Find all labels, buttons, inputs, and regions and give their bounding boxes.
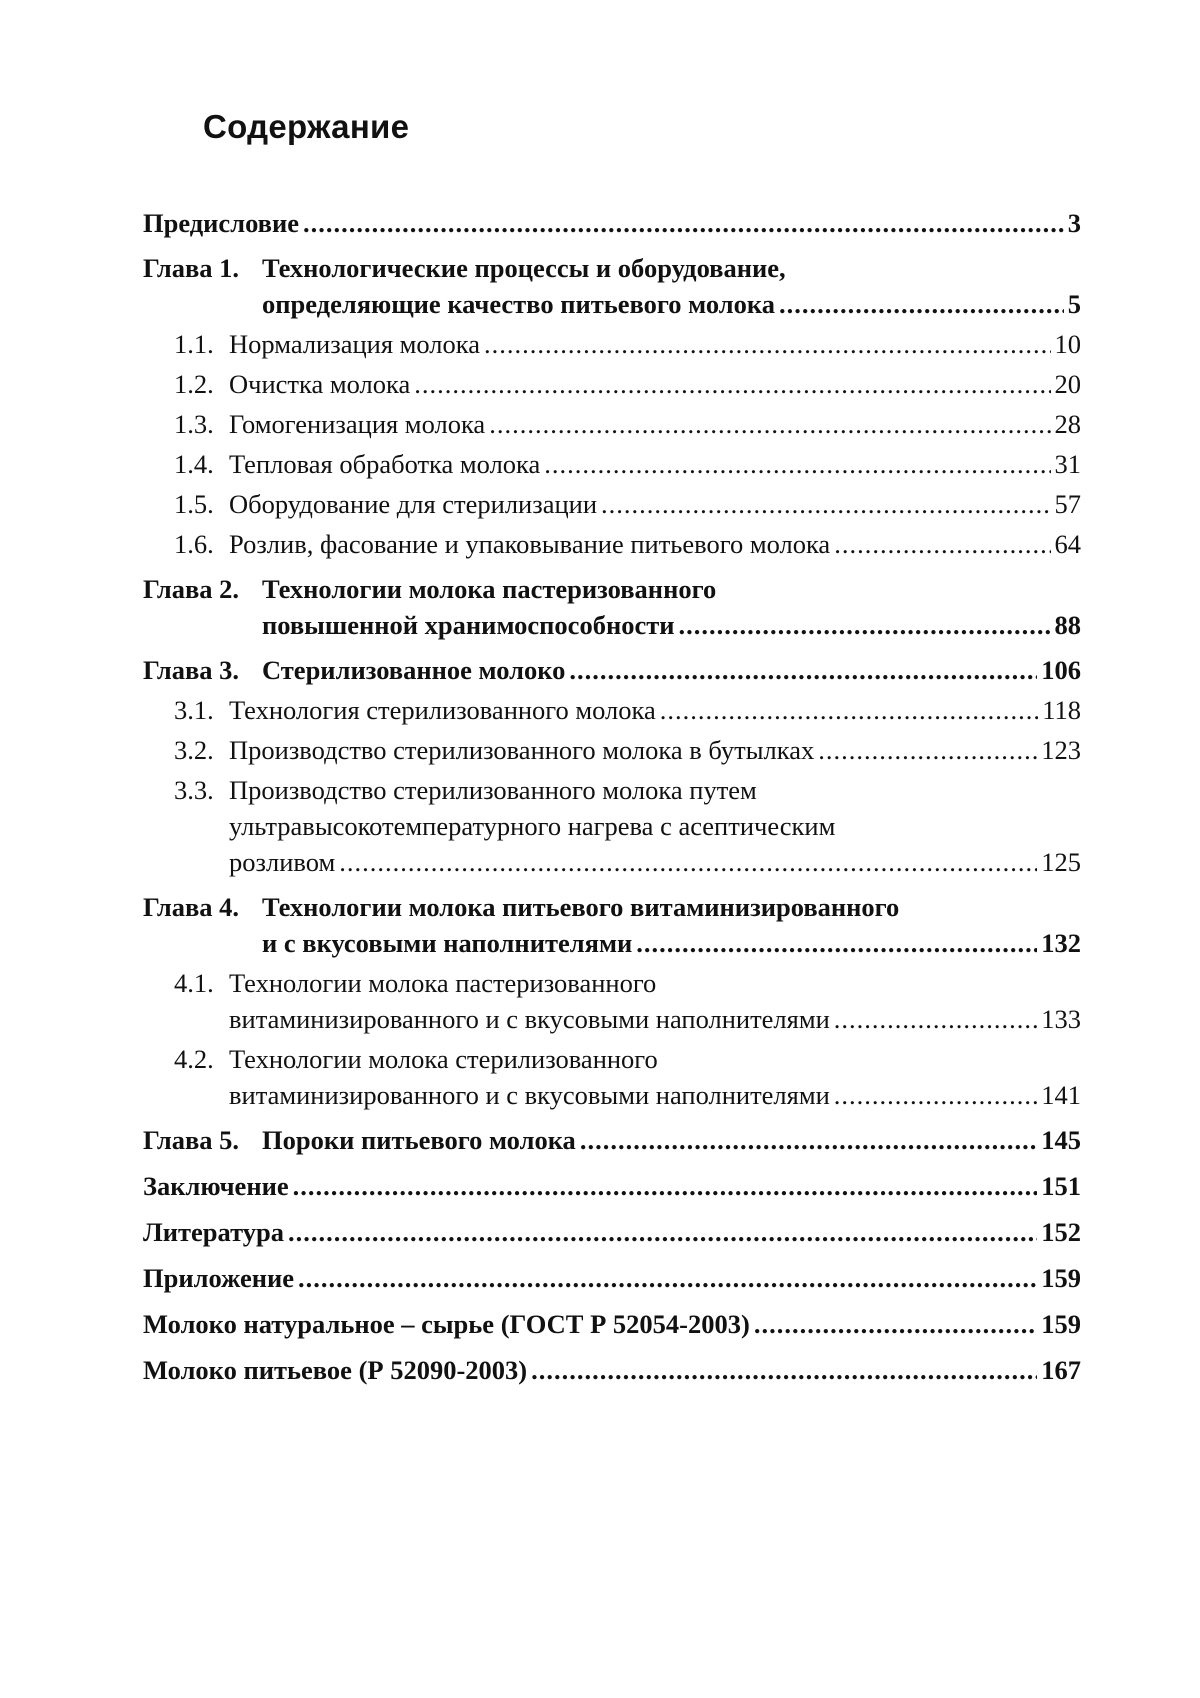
toc-page-number: 31 xyxy=(1054,449,1081,479)
toc-line xyxy=(143,250,1081,286)
toc-entry xyxy=(143,965,1081,1037)
toc-line xyxy=(143,652,1081,688)
toc-line xyxy=(174,326,1081,362)
toc-entry-title: Производство стерилизованного молока путем xyxy=(229,775,757,805)
toc-page-number: 123 xyxy=(1041,735,1081,765)
toc-entry xyxy=(143,889,1081,961)
toc-page-number: 3 xyxy=(1067,208,1081,238)
toc-entry-title: Технологии молока пастеризованного xyxy=(229,968,657,998)
toc-line xyxy=(174,1077,1081,1113)
toc-page-number: 145 xyxy=(1041,1125,1081,1155)
toc-entry xyxy=(143,205,1081,241)
toc-entry-number: 1.5. xyxy=(174,489,214,519)
toc-entry-title: ультравысокотемпературного нагрева с асептическим xyxy=(229,811,836,841)
toc-entry-number: 4.2. xyxy=(174,1044,214,1074)
dot-leader xyxy=(834,1077,1037,1113)
toc-line xyxy=(174,526,1081,562)
toc-entry xyxy=(143,486,1081,522)
dot-leader xyxy=(489,406,1050,442)
toc-entry-title: Технология стерилизованного молока xyxy=(229,695,656,725)
toc-entry-number: 3.3. xyxy=(174,775,214,805)
toc-entry-number: Глава 1. xyxy=(143,253,240,283)
toc-line xyxy=(174,844,1081,880)
toc-page-number: 64 xyxy=(1054,529,1081,559)
toc-page-number: 167 xyxy=(1041,1355,1081,1385)
toc-line xyxy=(174,732,1081,768)
toc-page-number: 141 xyxy=(1041,1080,1081,1110)
dot-leader xyxy=(569,652,1037,688)
dot-leader xyxy=(601,486,1051,522)
toc-entry-title: Тепловая обработка молока xyxy=(229,449,541,479)
toc-entry xyxy=(143,366,1081,402)
dot-leader xyxy=(298,1260,1037,1296)
dot-leader xyxy=(293,1168,1038,1204)
toc-line xyxy=(143,286,1081,322)
dot-leader xyxy=(339,844,1037,880)
toc-entry-number: 4.1. xyxy=(174,968,214,998)
toc-entry xyxy=(143,526,1081,562)
toc-entry xyxy=(143,732,1081,768)
dot-leader xyxy=(414,366,1050,402)
toc-line xyxy=(143,1122,1081,1158)
dot-leader xyxy=(834,526,1050,562)
toc-entry xyxy=(143,1122,1081,1158)
toc-entry-title: повышенной хранимоспособности xyxy=(262,610,675,640)
dot-leader xyxy=(834,1001,1037,1037)
toc-line xyxy=(174,808,1081,844)
toc-page-number: 152 xyxy=(1041,1217,1081,1247)
toc-line xyxy=(143,571,1081,607)
dot-leader xyxy=(660,692,1038,728)
toc-line xyxy=(174,406,1081,442)
page-title: Содержание xyxy=(203,108,410,145)
toc-line xyxy=(174,692,1081,728)
toc-entry-title: Молоко натуральное – сырье (ГОСТ Р 52054-2003) xyxy=(143,1309,750,1339)
toc-line xyxy=(174,486,1081,522)
toc-entry-title: Гомогенизация молока xyxy=(229,409,486,439)
toc-entry-title: розливом xyxy=(229,847,336,877)
toc-line xyxy=(143,1168,1081,1204)
dot-leader xyxy=(636,925,1037,961)
toc-entry-title: Очистка молока xyxy=(229,369,411,399)
toc-entry-title: Заключение xyxy=(143,1171,289,1201)
toc-entry-number: 1.1. xyxy=(174,329,214,359)
toc-page-number: 88 xyxy=(1054,610,1081,640)
dot-leader xyxy=(531,1352,1037,1388)
toc-page-number: 159 xyxy=(1041,1309,1081,1339)
toc-entry-title: Стерилизованное молоко xyxy=(262,655,566,685)
toc-entry-number: 3.2. xyxy=(174,735,214,765)
toc-line xyxy=(174,772,1081,808)
toc-entry-title: Оборудование для стерилизации xyxy=(229,489,597,519)
toc-line xyxy=(143,607,1081,643)
toc-entry-number: 1.2. xyxy=(174,369,214,399)
toc-entry xyxy=(143,326,1081,362)
toc-entry-title: витаминизированного и с вкусовыми наполнителями xyxy=(229,1080,830,1110)
toc-page-number: 57 xyxy=(1054,489,1081,519)
toc-entry-title: определяющие качество питьевого молока xyxy=(262,289,775,319)
toc-line xyxy=(143,1214,1081,1250)
toc-entry-title: Молоко питьевое (Р 52090-2003) xyxy=(143,1355,528,1385)
toc-entry-title: Приложение xyxy=(143,1263,295,1293)
toc-page-number: 133 xyxy=(1041,1004,1081,1034)
toc-entry xyxy=(143,692,1081,728)
dot-leader xyxy=(484,326,1050,362)
toc-entry-title: витаминизированного и с вкусовыми наполнителями xyxy=(229,1004,830,1034)
table-of-contents xyxy=(143,205,1081,1388)
toc-page-number: 28 xyxy=(1054,409,1081,439)
toc-line xyxy=(143,1352,1081,1388)
toc-entry-title: Технологии молока стерилизованного xyxy=(229,1044,658,1074)
toc-line xyxy=(174,965,1081,1001)
toc-line xyxy=(143,889,1081,925)
toc-entry xyxy=(143,406,1081,442)
toc-entry-number: 1.4. xyxy=(174,449,214,479)
toc-entry-number: 1.6. xyxy=(174,529,214,559)
toc-entry-title: Литература xyxy=(143,1217,285,1247)
toc-line xyxy=(174,446,1081,482)
toc-entry xyxy=(143,652,1081,688)
toc-entry-number: 3.1. xyxy=(174,695,214,725)
toc-line xyxy=(143,205,1081,241)
toc-page-number: 151 xyxy=(1041,1171,1081,1201)
dot-leader xyxy=(754,1306,1037,1342)
toc-entry-number: Глава 4. xyxy=(143,892,240,922)
toc-page-number: 159 xyxy=(1041,1263,1081,1293)
toc-entry-title: Технологии молока питьевого витаминизированного xyxy=(262,892,900,922)
toc-page-number: 132 xyxy=(1041,928,1081,958)
toc-line xyxy=(174,1001,1081,1037)
dot-leader xyxy=(779,286,1064,322)
toc-entry xyxy=(143,1168,1081,1204)
toc-page-number: 125 xyxy=(1041,847,1081,877)
toc-line xyxy=(143,1306,1081,1342)
toc-entry xyxy=(143,446,1081,482)
toc-line xyxy=(174,366,1081,402)
toc-entry-title: Пороки питьевого молока xyxy=(262,1125,576,1155)
toc-entry-title: Технологии молока пастеризованного xyxy=(262,574,717,604)
toc-page-number: 10 xyxy=(1054,329,1081,359)
toc-entry xyxy=(143,571,1081,643)
toc-entry xyxy=(143,250,1081,322)
toc-entry-title: Розлив, фасование и упаковывание питьевого молока xyxy=(229,529,831,559)
dot-leader xyxy=(818,732,1037,768)
toc-entry-number: 1.3. xyxy=(174,409,214,439)
toc-entry xyxy=(143,1041,1081,1113)
toc-entry-title: Предисловие xyxy=(143,208,299,238)
dot-leader xyxy=(580,1122,1037,1158)
toc-entry xyxy=(143,1306,1081,1342)
toc-entry xyxy=(143,1352,1081,1388)
toc-entry-number: Глава 3. xyxy=(143,655,240,685)
toc-page-number: 5 xyxy=(1067,289,1081,319)
toc-entry-number: Глава 5. xyxy=(143,1125,240,1155)
dot-leader xyxy=(544,446,1050,482)
toc-entry-title: Технологические процессы и оборудование, xyxy=(262,253,786,283)
toc-line xyxy=(143,1260,1081,1296)
toc-entry-title: Производство стерилизованного молока в бутылках xyxy=(229,735,815,765)
toc-entry xyxy=(143,1260,1081,1296)
toc-page-number: 106 xyxy=(1041,655,1081,685)
toc-page-number: 20 xyxy=(1054,369,1081,399)
toc-entry-number: Глава 2. xyxy=(143,574,240,604)
toc-entry-title: и с вкусовыми наполнителями xyxy=(262,928,633,958)
toc-page-number: 118 xyxy=(1042,695,1081,725)
dot-leader xyxy=(679,607,1051,643)
toc-entry xyxy=(143,772,1081,880)
dot-leader xyxy=(288,1214,1037,1250)
toc-line xyxy=(174,1041,1081,1077)
toc-line xyxy=(143,925,1081,961)
toc-entry-title: Нормализация молока xyxy=(229,329,481,359)
toc-entry xyxy=(143,1214,1081,1250)
dot-leader xyxy=(303,205,1064,241)
